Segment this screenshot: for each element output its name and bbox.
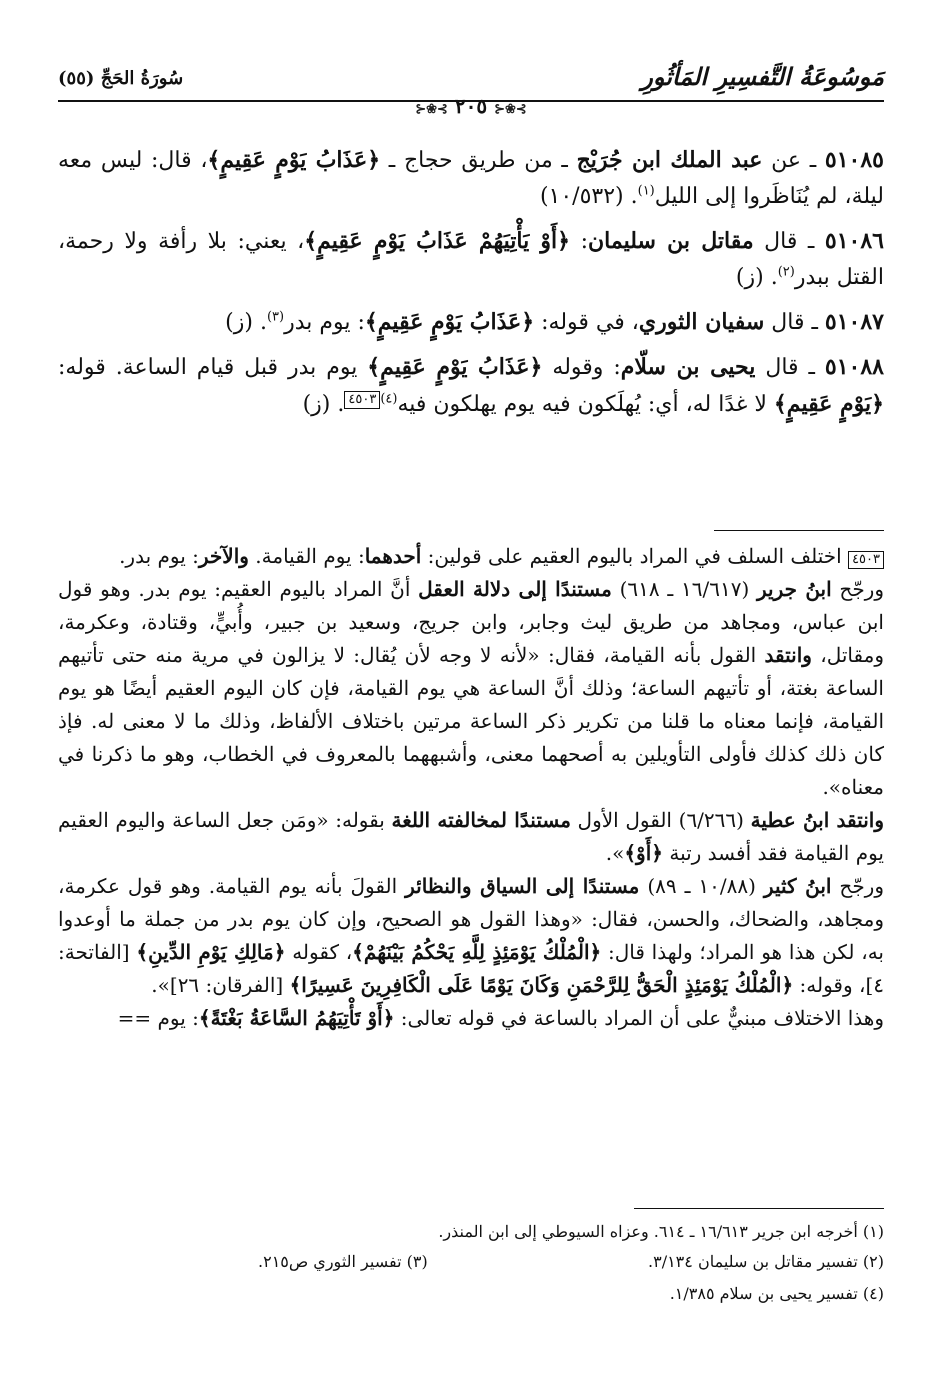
text: . (ز) bbox=[225, 310, 267, 335]
text: أحدهما bbox=[364, 544, 422, 568]
footnote-ref: (٣) bbox=[266, 309, 285, 325]
page-number bbox=[58, 94, 884, 118]
ornament-icon: ⊱❀⊰ bbox=[494, 102, 527, 117]
entry-51087 bbox=[58, 304, 884, 341]
text: والآخر bbox=[198, 544, 249, 568]
text: أنَّ المراد باليوم العقيم: يوم بدر. وهو قول ابن عباس، ومجاهد من طريق ليث وجابر، وابن جريج، وسعيد بن جبير، وأُبيٍّ، وقتادة، وعكرمة، ومقاتل، bbox=[58, 577, 885, 667]
text: (١٦/٦١٧ ـ ٦١٨) bbox=[611, 577, 757, 601]
surah-number: (٥٥) bbox=[58, 68, 95, 89]
text: ـ قال bbox=[753, 229, 825, 254]
quran-quote: ﴿الْمُلْكُ يَوْمَئِذٍ الْحَقُّ لِلرَّحْمَنِ وَكَانَ يَوْمًا عَلَى الْكَافِرِينَ عَسِيرًا﴾ bbox=[289, 973, 794, 997]
scholar-name: ابنُ جرير bbox=[756, 577, 832, 601]
entry-51088 bbox=[58, 349, 884, 423]
text: القول بأنه القيامة، فقال: «لأنه لا وجه لأن يُقال: لا يزالون في مرية منه حتى تأتيهم الساعة بغتة، أو تأتيهم الساعة؛ وذلك أنَّ الساعة هي يوم القيامة، فإن كان اليوم العقيم أيضًا هو يوم القيامة، فإنما معناه ما قلنا من تكرير ذكر الساعة مرتين باختلاف الألفاظ، وذلك ما لا معنى له. فإذ كان ذلك كذلك فأولى التأويلين به أصحهما معنى، وأشبههما بالمعروف في الخطاب، وهو ما ذكرنا في معناه». bbox=[58, 643, 884, 799]
text: (١٠/٨٨ ـ ٨٩) bbox=[639, 874, 764, 898]
text: مستندًا لمخالفته اللغة bbox=[391, 808, 571, 832]
quran-quote: ﴿عَذَابُ يَوْمٍ عَقِيمٍ﴾ bbox=[367, 354, 543, 380]
footnote-ref: (١) bbox=[637, 183, 655, 199]
surah-title bbox=[58, 68, 183, 89]
ornament-icon: ⊱❀⊰ bbox=[415, 102, 448, 117]
page-number-value: ٢٠٥ bbox=[454, 94, 488, 118]
quran-quote: ﴿أَوْ يَأْتِيَهُمْ عَذَابُ يَوْمٍ عَقِيمٍ﴾ bbox=[304, 228, 571, 254]
footnote-ref: (٢) bbox=[777, 264, 795, 280]
quran-quote: ﴿عَذَابُ يَوْمٍ عَقِيمٍ﴾ bbox=[207, 147, 381, 173]
text: يوم بدر قبل قيام الساعة. قوله: bbox=[58, 355, 368, 380]
commentary bbox=[58, 540, 884, 1035]
narrator-name: عبد الملك ابن جُرَيْج bbox=[576, 147, 763, 173]
narrator-name: يحيى بن سلّام bbox=[620, 354, 756, 380]
scholar-name: ابنُ عطية bbox=[750, 808, 830, 832]
entry-number: ٥١٠٨٧ bbox=[824, 309, 884, 335]
text: مستندًا إلى دلالة العقل bbox=[418, 577, 612, 601]
quran-quote: ﴿يَوْمٍ عَقِيمٍ﴾ bbox=[773, 391, 884, 417]
text: اختلف السلف في المراد باليوم العقيم على قولين: bbox=[421, 544, 849, 568]
commentary-p4 bbox=[58, 870, 884, 1002]
text: ورجّح bbox=[831, 577, 884, 601]
text: لا غدًا له، أي: يُهلَكون فيه يوم يهلكون فيه bbox=[397, 392, 774, 417]
text: : يوم القيامة. bbox=[248, 544, 365, 568]
entry-number: ٥١٠٨٨ bbox=[824, 354, 884, 380]
commentary-ref: ٤٥٠٣ bbox=[848, 551, 884, 569]
text: : يوم == bbox=[117, 1006, 199, 1030]
text: ـ عن bbox=[762, 148, 825, 173]
text: : يوم بدر bbox=[284, 310, 365, 335]
commentary-ref: ٤٥٠٣ bbox=[344, 391, 380, 409]
commentary-p5 bbox=[58, 1002, 884, 1035]
footnote-divider bbox=[634, 1208, 884, 1209]
text: ». bbox=[605, 841, 625, 865]
entry-number: ٥١٠٨٦ bbox=[824, 228, 884, 254]
footnote-1: (١) أخرجه ابن جرير ١٦/٦١٣ ـ ٦١٤. وعزاه السيوطي إلى ابن المنذر. bbox=[438, 1222, 884, 1241]
commentary-p2 bbox=[58, 573, 884, 804]
footnote-2: (٢) تفسير مقاتل بن سليمان ٣/١٣٤. bbox=[648, 1252, 884, 1271]
narrator-name: سفيان الثوري bbox=[638, 309, 765, 335]
text: مستندًا إلى السياق والنظائر bbox=[405, 874, 640, 898]
text: القولَ بأنه يوم القيامة. وهو قول عكرمة، ومجاهد، والضحاك، والحسن، فقال: «وهذا القول هو الصحيح، وإن كان يوم بدر من جملة ما أوعدوا به، لكن هذا هو المراد؛ ولهذا قال: bbox=[58, 874, 885, 964]
surah-name: سُورَةُ الحَجِّ bbox=[100, 68, 184, 89]
text: : bbox=[570, 229, 589, 254]
text: ـ قال bbox=[755, 355, 825, 380]
footnote-ref: (٤) bbox=[380, 391, 398, 407]
text: ، كقوله bbox=[285, 940, 353, 964]
text: [الفرقان: ٢٦]». bbox=[151, 973, 290, 997]
text: (٦/٢٦٦) القول الأول bbox=[570, 808, 751, 832]
text: بقوله: «ومَن جعل الساعة واليوم العقيم يوم القيامة فقد أفسد رتبة bbox=[58, 808, 884, 865]
quran-quote: ﴿أَوْ تَأْتِيَهُمُ السَّاعَةُ بَغْتَةً﴾ bbox=[198, 1006, 395, 1030]
text: ـ من طريق حجاج ـ bbox=[380, 148, 577, 173]
quran-quote: ﴿عَذَابُ يَوْمٍ عَقِيمٍ﴾ bbox=[364, 309, 535, 335]
text: [الفاتحة: ٤]، وقوله: bbox=[58, 940, 884, 997]
text: . (١٠/٥٣٢) bbox=[539, 184, 638, 209]
commentary-p3 bbox=[58, 804, 884, 870]
quran-quote: ﴿مَالِكِ يَوْمِ الدِّينِ﴾ bbox=[136, 940, 286, 964]
main-text bbox=[58, 142, 884, 431]
divider bbox=[714, 530, 884, 531]
entry-51085 bbox=[58, 142, 884, 215]
commentary-p1 bbox=[58, 540, 884, 573]
text: ، في قوله: bbox=[534, 310, 639, 335]
text: ، يعني: بلا رأفة ولا رحمة، القتل ببدر bbox=[58, 229, 884, 290]
book-title: مَوسُوعَةُ التَّفسِيرِ المَأثُورِ bbox=[641, 62, 884, 91]
text: وهذا الاختلاف مبنيٌّ على أن المراد بالساعة في قوله تعالى: bbox=[394, 1006, 884, 1030]
text: وانتقد bbox=[829, 808, 884, 832]
quran-quote: ﴿أَوْ﴾ bbox=[624, 841, 663, 865]
text: ، قال: ليس معه ليلة، لم يُنَاظَروا إلى الليل bbox=[58, 148, 884, 209]
text: . (ز) bbox=[735, 265, 778, 290]
footnote-4: (٤) تفسير يحيى بن سلام ١/٣٨٥. bbox=[669, 1284, 884, 1303]
text: : يوم بدر. bbox=[119, 544, 199, 568]
text: ـ قال bbox=[764, 310, 825, 335]
footnote-3: (٣) تفسير الثوري ص٢١٥. bbox=[258, 1252, 428, 1271]
text: : وقوله bbox=[542, 355, 621, 380]
narrator-name: مقاتل بن سليمان bbox=[588, 228, 754, 254]
text: ورجّح bbox=[831, 874, 884, 898]
page bbox=[58, 60, 884, 1350]
text: . (ز) bbox=[302, 392, 345, 417]
scholar-name: ابنُ كثير bbox=[763, 874, 832, 898]
entry-51086 bbox=[58, 223, 884, 296]
text: وانتقد bbox=[764, 643, 812, 667]
quran-quote: ﴿الْمُلْكُ يَوْمَئِذٍ لِلَّهِ يَحْكُمُ بَيْنَهُمْ﴾ bbox=[352, 940, 602, 964]
entry-number: ٥١٠٨٥ bbox=[824, 147, 884, 173]
